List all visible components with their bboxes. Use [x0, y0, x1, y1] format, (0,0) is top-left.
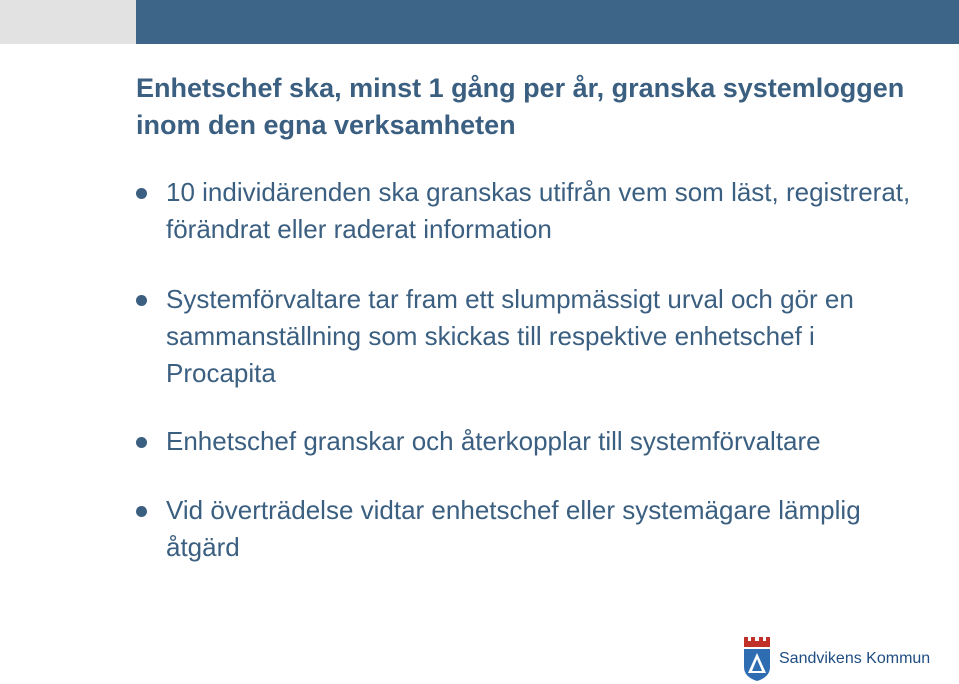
coat-of-arms-icon	[742, 637, 772, 681]
bullet-item	[136, 174, 926, 248]
bullet-dot-icon	[136, 437, 147, 448]
bullet-item	[136, 492, 926, 566]
bullet-dot-icon	[136, 506, 147, 517]
top-bar-blue	[136, 0, 959, 44]
bullet-text: Enhetschef granskar och återkopplar till systemförvaltare	[166, 426, 821, 456]
bullet-item	[136, 281, 926, 392]
bullet-text: Systemförvaltare tar fram ett slumpmässigt urval och gör en sammanställning som skickas till respektive enhetschef i Procapita	[166, 284, 854, 388]
bullet-text: 10 individärenden ska granskas utifrån vem som läst, registrerat, förändrat eller raderat information	[166, 177, 911, 244]
logo-text: Sandvikens Kommun	[779, 650, 931, 667]
top-bar-gray	[0, 0, 136, 44]
municipality-logo	[742, 636, 930, 682]
slide-title: Enhetschef ska, minst 1 gång per år, granska systemloggen inom den egna verksamheten	[136, 73, 905, 140]
bullet-text: Vid överträdelse vidtar enhetschef eller systemägare lämplig åtgärd	[166, 495, 861, 562]
bullet-dot-icon	[136, 295, 147, 306]
bullet-item	[136, 423, 926, 460]
bullet-list	[136, 174, 926, 566]
bullet-dot-icon	[136, 188, 147, 199]
